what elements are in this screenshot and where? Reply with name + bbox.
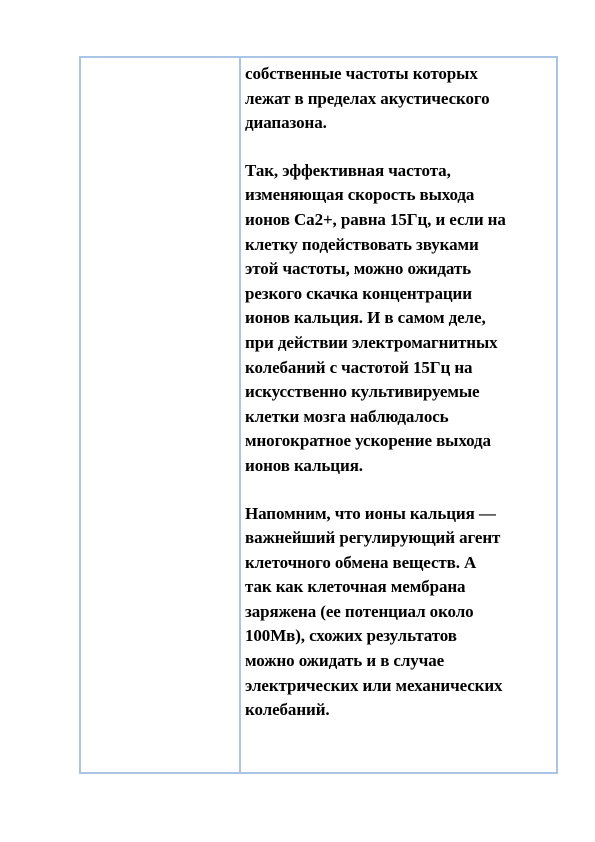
- table-cell-left: [81, 58, 241, 772]
- table: [79, 56, 558, 774]
- paragraph-acoustic-range: собственные частоты которых лежат в пределах акустического диапазона.: [245, 64, 490, 133]
- paragraph-effective-frequency: Так, эффективная частота, изменяющая скорость выхода ионов Са2+, равна 15Гц, и если на клетку подействовать звуками этой частоты, можно ожидать резкого скачка концентрации ионов кальция. И в самом деле, при действии электромагнитных колебаний с частотой 15Гц на искусственно культивируемые клетки мозга наблюдалось многократное ускорение выхода ионов кальция.: [245, 160, 506, 475]
- table-cell-right: [245, 62, 556, 746]
- paragraph-calcium-ions: Напомним, что ионы кальция — важнейший регулирующий агент клеточного обмена веществ. А так как клеточная мембрана заряжена (ее потенциал около 100Мв), схожих результатов можно ожидать и в случае электрических или механических колебаний.: [245, 503, 503, 720]
